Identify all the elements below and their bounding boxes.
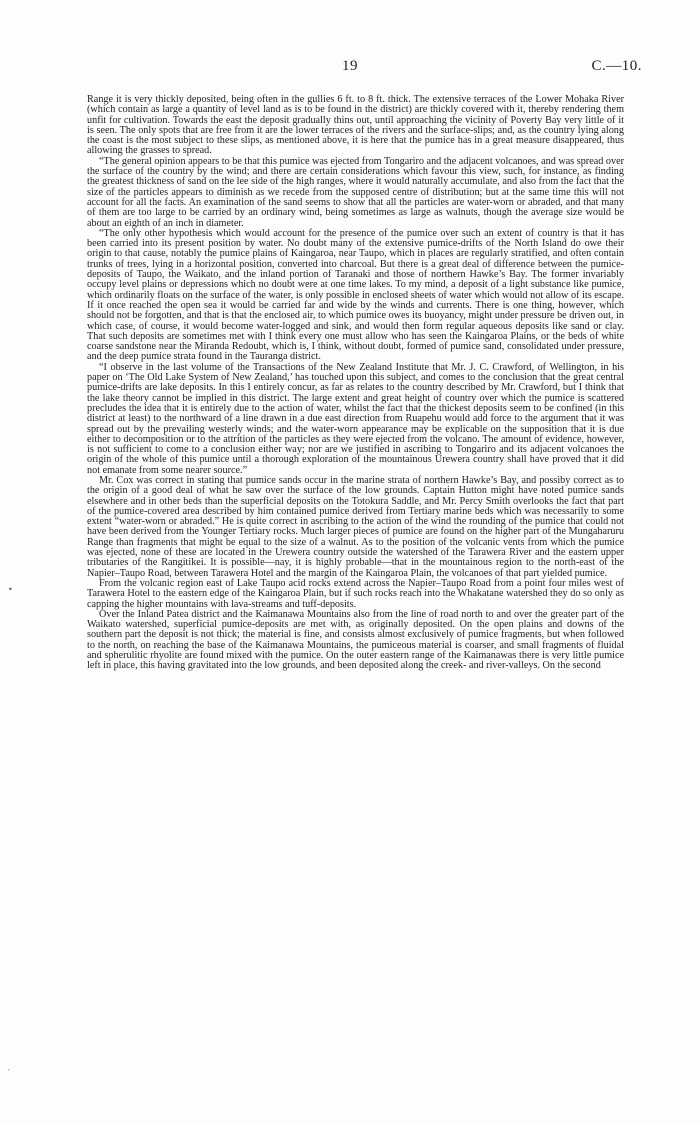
page-number: 19 [342,58,358,74]
paragraph: Mr. Cox was correct in stating that pumice sands occur in the marine strata of northern Hawke’s Bay, and possiby correct as to the origin of a good deal of what he saw over the surface of the low grounds. Captain Hutton might have noted pumice sands elsewhere and in other beds than the superficial deposits on the Totokura Saddle, and Mr. Percy Smith overlooks the fact that part of the pumice-covered area described by him contained pumice derived from Tertiary marine beds which was necessarily to some extent “water-worn or abraded.” He is quite correct in ascribing to the action of the wind the rounding of the pumice that could not have been derived from the Younger Tertiary rocks. Much larger pieces of pumice are found on the higher part of the Mungaharuru Range than fragments that might be equal to the size of a walnut. As to the position of the volcanic vents from which the pumice was ejected, none of these are located in the Urewera country outside the watershed of the Tarawera River and the eastern upper tributaries of the Rangitikei. It is possible—nay, it is highly probable—that in the mountainous region to the north-east of the Napier–Taupo Road, between Tarawera Hotel and the margin of the Kaingaroa Plain, the volcanoes of that part yielded pumice. [87,474,624,579]
page-header [0,58,700,80]
margin-tick-mark: ′ [8,1068,10,1077]
margin-dot-mark: • [8,585,13,594]
paragraph: “I observe in the last volume of the Transactions of the New Zealand Institute that Mr. J. C. Crawford, of Wellington, in his paper on ‘The Old Lake System of New Zealand,’ has touched upon this subject, and comes to the conclusion that the great central pumice-drifts are lake deposits. In this I entirely concur, as far as relates to the country described by Mr. Crawford, but I think that the lake theory cannot be implied in this district. The large extent and great height of country over which the pumice is scattered precludes the idea that it is entirely due to the action of water, whilst the fact that the thickest deposits seem to be confined (in this district at least) to the northward of a line drawn in a due east direction from Ruapehu would add force to the argument that it was spread out by the prevailing westerly winds; and the water-worn appearance may be explicable on the supposition that it is due either to decomposition or to the attrition of the particles as they were ejected from the volcano. The amount of evidence, however, is not sufficient to come to a conclusion either way; nor are we justified in ascribing to Tongariro and its adjacent volcanoes the origin of the whole of this pumice until a thorough exploration of the mountainous Urewera country shall have proved that it did not emanate from some nearer source.” [87,361,624,476]
paragraph: Over the Inland Patea district and the Kaimanawa Mountains also from the line of road north to and over the greater part of the Waikato watershed, superficial pumice-deposits are met with, as originally deposited. On the open plains and downs of the southern part the deposit is not thick; the material is fine, and consists almost exclusively of pumice fragments, but when followed to the north, on reaching the base of the Kaimanawa Mountains, the pumiceous material is coarser, and small fragments of fluidal and spherulitic rhyolite are found mixed with the pumice. On the outer eastern range of the Kaimanawas there is very little pumice left in place, this having gravitated into the low grounds, and been deposited along the creek- and river-valleys. On the second [87,608,624,672]
paragraph: “The general opinion appears to be that this pumice was ejected from Tongariro and the adjacent volcanoes, and was spread over the surface of the country by the wind; and there are certain considerations which favour this view, such, for instance, as finding the greatest thickness of sand on the lee side of the high ranges, where it would naturally accumulate, and also from the fact that the size of the particles appears to diminish as we recede from the supposed centre of distribution; but at the same time this will not account for all the facts. An examination of the sand seems to show that all the particles are water-worn or abraded, and that many of them are too large to be carried by an ordinary wind, being sometimes as large as walnuts, though the average size would be about an eighth of an inch in diameter. [87,155,624,229]
document-code: C.—10. [591,58,642,74]
body-text [87,95,624,672]
paragraph: Range it is very thickly deposited, being often in the gullies 6 ft. to 8 ft. thick. The extensive terraces of the Lower Mohaka River (which contain as large a quantity of level land as is to be found in the district) are thickly covered with it, thereby rendering them unfit for cultivation. Towards the east the deposit gradually thins out, until approaching the vicinity of Poverty Bay very little of it is seen. The only spots that are free from it are the lower terraces of the rivers and the surface-slips; and, as the country lying along the coast is the most subject to these slips, as mentioned above, it is here that the pumice has in a great measure disappeared, thus allowing the grasses to spread. [87,94,624,157]
paragraph: “The only other hypothesis which would account for the presence of the pumice over such an extent of country is that it has been carried into its present position by water. No doubt many of the extensive pumice-drifts of the North Island do owe their origin to that cause, notably the pumice plains of Kaingaroa, near Taupo, which in places are regularly stratified, and often contain trunks of trees, lying in a horizontal position, converted into charcoal. But there is a great deal of difference between the pumice-deposits of Taupo, the Waikato, and the inland portion of Taranaki and those of northern Hawke’s Bay. The former invariably occupy level plains or depressions which no doubt were at one time lakes. To my mind, a deposit of a light substance like pumice, which ordinarily floats on the surface of the water, is only possible in enclosed sheets of water which would not allow of its escape. If it once reached the open sea it would be carried far and wide by the winds and currents. There is one thing, however, which should not be forgotten, and that is that the enclosed air, to which pumice owes its buoyancy, might under pressure be driven out, in which case, of course, it would become water-logged and sink, and would then form regular aqueous deposits like sand or clay. That such deposits are sometimes met with I think every one must allow who has seen the Kaingaroa Plains, or the beds of white coarse sandstone near the Miranda Redoubt, which is, I think, without doubt, formed of pumice sand, consolidated under pressure, and the deep pumice strata found in the Tauranga district. [87,227,624,363]
paragraph: From the volcanic region east of Lake Taupo acid rocks extend across the Napier–Taupo Road from a point four miles west of Tarawera Hotel to the eastern edge of the Kaingaroa Plain, but if such rocks reach into the Whakatane watershed they do so only as capping the higher mountains with lava-streams and tuff-deposits. [87,577,624,610]
